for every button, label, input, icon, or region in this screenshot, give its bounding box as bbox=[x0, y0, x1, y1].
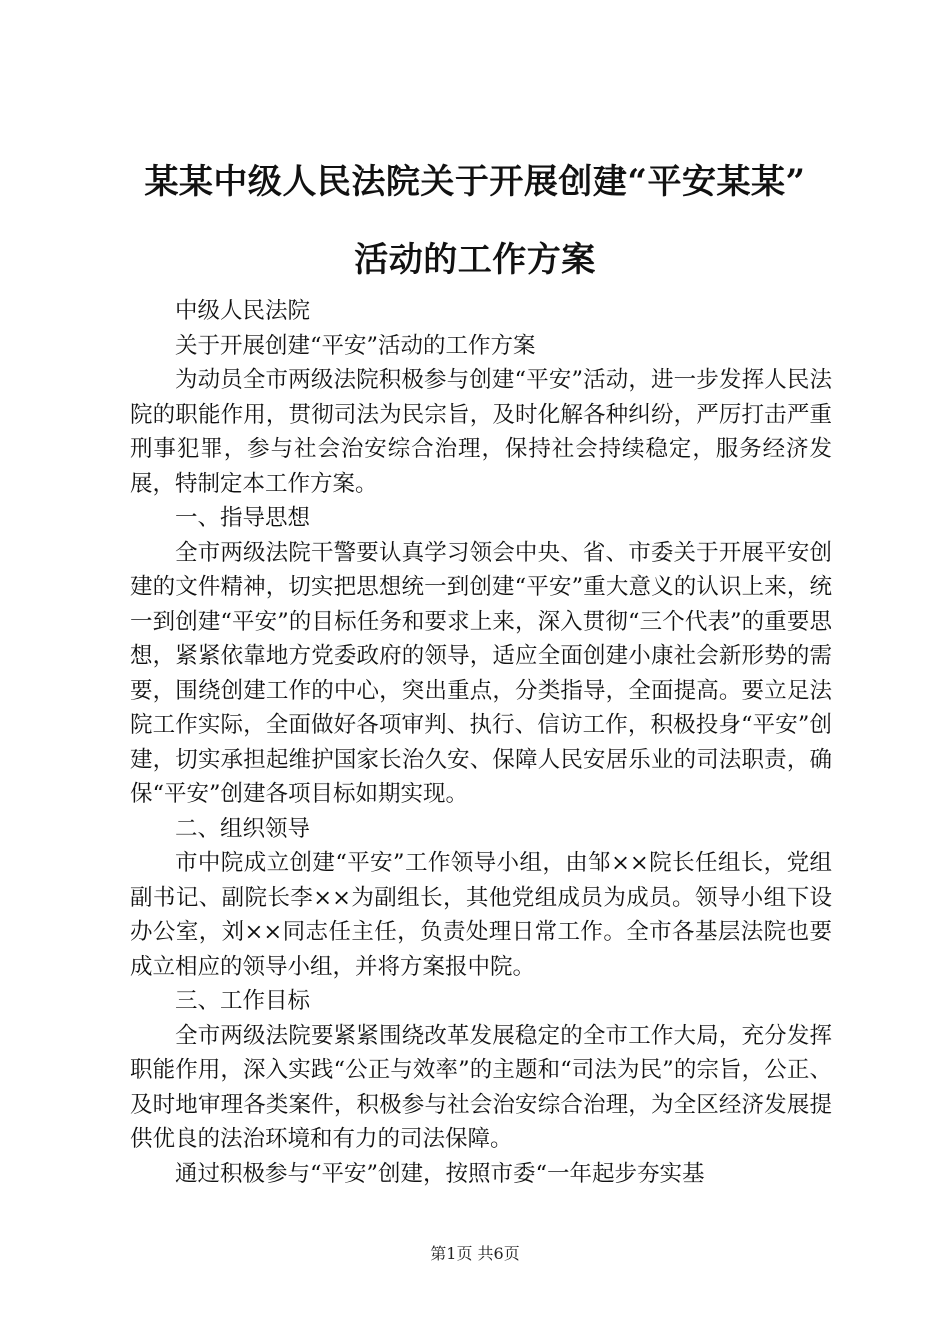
work-goals-paragraph: 全市两级法院要紧紧围绕改革发展稳定的全市工作大局，充分发挥职能作用，深入实践“公正与效率”的主题和“司法为民”的宗旨，公正、及时地审理各类案件，积极参与社会治安综合治理，为全区经济发展提供优良的法治环境和有力的司法保障。 bbox=[130, 1022, 832, 1152]
work-goals-paragraph-continued: 通过积极参与“平安”创建，按照市委“一年起步夯实基 bbox=[175, 1160, 705, 1187]
section-heading-work-goals: 三、工作目标 bbox=[175, 988, 311, 1014]
section-heading-organization: 二、组织领导 bbox=[175, 815, 311, 842]
organization-paragraph: 市中院成立创建“平安”工作领导小组，由邹××院长任组长，党组副书记、副院长李××为副组长，其他党组成员为成员。领导小组下设办公室，刘××同志任主任，负责处理日常工作。全市各基层法院也要成立相应的领导小组，并将方案报中院。 bbox=[130, 850, 832, 980]
guiding-ideology-paragraph: 全市两级法院干警要认真学习领会中央、省、市委关于开展平安创建的文件精神，切实把思想统一到创建“平安”重大意义的认识上来，统一到创建“平安”的目标任务和要求上来，深入贯彻“三个代表”的重要思想，紧紧依靠地方党委政府的领导，适应全面创建小康社会新形势的需要，围绕创建工作的中心，突出重点，分类指导，全面提高。要立足法院工作实际，全面做好各项审判、执行、信访工作，积极投身“平安”创建，切实承担起维护国家长治久安、保障人民安居乐业的司法职责，确保“平安”创建各项目标如期实现。 bbox=[130, 539, 832, 807]
issuer-line: 中级人民法院 bbox=[175, 298, 311, 324]
document-body bbox=[130, 294, 832, 1191]
section-heading-guiding-ideology: 一、指导思想 bbox=[175, 505, 311, 531]
document-title-line-1: 某某中级人民法院关于开展创建“平安某某” bbox=[144, 162, 806, 202]
document-title-line-2: 活动的工作方案 bbox=[354, 240, 596, 280]
intro-paragraph: 为动员全市两级法院积极参与创建“平安”活动，进一步发挥人民法院的职能作用，贯彻司法为民宗旨，及时化解各种纠纷，严厉打击严重刑事犯罪，参与社会治安综合治理，保持社会持续稳定，服务经济发展，特制定本工作方案。 bbox=[130, 367, 832, 497]
page-number-footer: 第1页 共6页 bbox=[430, 1244, 520, 1263]
subtitle-line: 关于开展创建“平安”活动的工作方案 bbox=[175, 332, 536, 359]
